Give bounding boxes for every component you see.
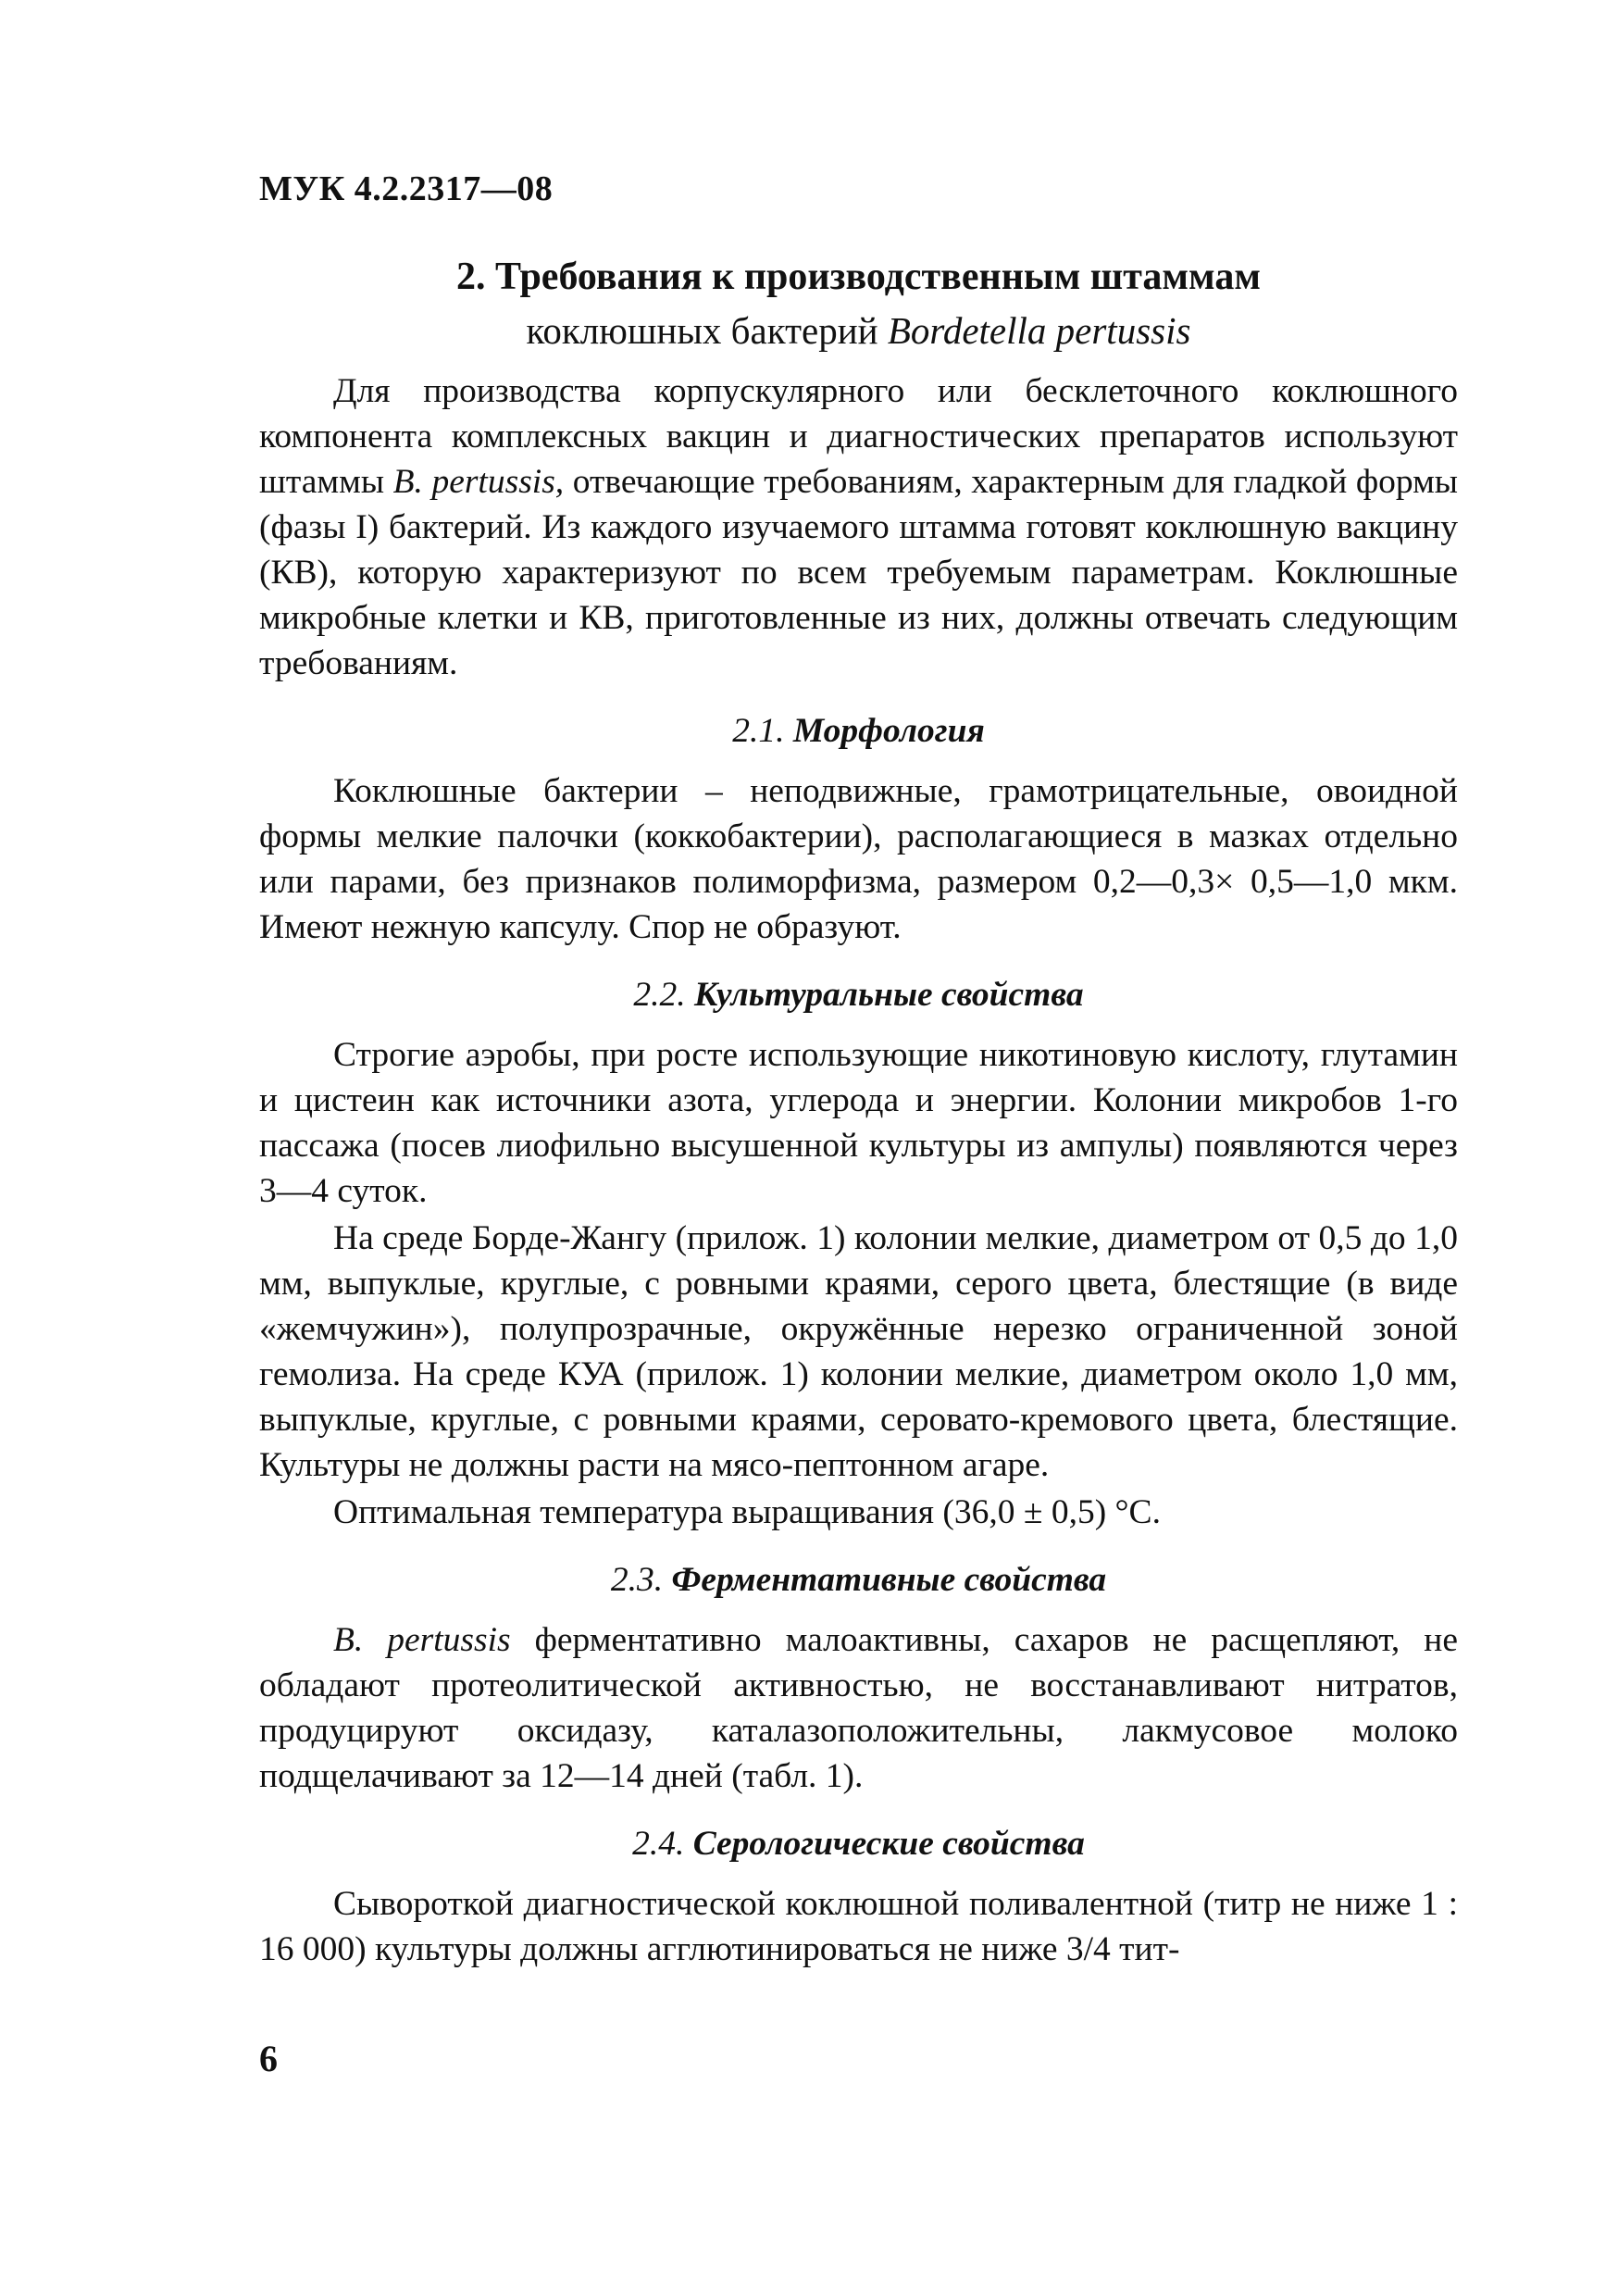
subsection-title: Культуральные свойства [694, 976, 1084, 1014]
page-number: 6 [259, 2038, 278, 2079]
page-content [259, 250, 1458, 1972]
intro-paragraph [259, 368, 1458, 686]
subsection-title: Серологические свойства [692, 1825, 1085, 1863]
subsection-number: 2.1. [732, 712, 785, 750]
section-title-line2-prefix: коклюшных бактерий [526, 309, 888, 352]
subsection-heading-cultural [259, 972, 1458, 1017]
subsection-number: 2.2. [633, 976, 686, 1014]
section-title-species: Bordetella pertussis [887, 309, 1191, 352]
document-code: МУК 4.2.2317—08 [259, 169, 554, 208]
subsection-title: Ферментативные свойства [671, 1561, 1107, 1599]
section-title-line1: 2. Требования к производственным штаммам [456, 256, 1261, 298]
subsection-heading-morphology [259, 708, 1458, 754]
cultural-paragraph-2: На среде Борде-Жангу (прилож. 1) колонии мелкие, диаметром от 0,5 до 1,0 мм, выпуклые, круглые, с ровными краями, серого цвета, блестящие (в виде «жемчужин»), полупрозрачные, окружённые нерезко ограниченной зоной гемолиза. На среде КУА (прилож. 1) колонии мелкие, диаметром около 1,0 мм, выпуклые, круглые, с ровными краями, серовато-кремового цвета, блестящие. Культуры не должны расти на мясо-пептонном агаре. [259, 1219, 1458, 1484]
subsection-number: 2.4. [632, 1825, 685, 1863]
cultural-paragraph-3: Оптимальная температура выращивания (36,0 ± 0,5) °С. [333, 1493, 1161, 1531]
serological-paragraph: Сывороткой диагностической коклюшной поливалентной (титр не ниже 1 : 16 000) культуры должны агглютинироваться не ниже 3/4 тит- [259, 1885, 1458, 1968]
enzymatic-species: B. pertussis [333, 1621, 511, 1659]
enzymatic-text: ферментативно малоактивны, сахаров не расщепляют, не обладают протеолитической активностью, не восстанавливают нитратов, продуцируют оксидазу, каталазоположительны, лакмусовое молоко подщелачивают за 12—14 дней (табл. 1). [259, 1621, 1458, 1795]
intro-part1: Для производства корпускулярного или бесклеточного коклюшного компонента комплексных вакцин и диагностических препаратов используют штаммы [259, 372, 1458, 501]
cultural-paragraph-1: Строгие аэробы, при росте использующие никотиновую кислоту, глутамин и цистеин как источники азота, углерода и энергии. Колонии микробов 1-го пассажа (посев лиофильно высушенной культуры из ампулы) появляются через 3—4 суток. [259, 1036, 1458, 1210]
subsection-title: Морфология [792, 712, 985, 750]
intro-species: B. pertussis, [392, 463, 565, 501]
enzymatic-paragraph [259, 1617, 1458, 1799]
section-title-line2 [259, 304, 1458, 357]
morphology-paragraph: Коклюшные бактерии – неподвижные, грамотрицательные, овоидной формы мелкие палочки (коккобактерии), располагающиеся в мазках отдельно или парами, без признаков полиморфизма, размером 0,2—0,3× 0,5—1,0 мкм. Имеют нежную капсулу. Спор не образуют. [259, 772, 1458, 946]
subsection-heading-enzymatic [259, 1557, 1458, 1603]
intro-part2: отвечающие требованиям, характерным для гладкой формы (фазы I) бактерий. Из каждого изучаемого штамма готовят коклюшную вакцину (КВ), которую характеризуют по всем требуемым параметрам. Коклюшные микробные клетки и КВ, приготовленные из них, должны отвечать следующим требованиям. [259, 463, 1459, 682]
subsection-number: 2.3. [610, 1561, 664, 1599]
subsection-heading-serological [259, 1821, 1458, 1866]
section-title [259, 250, 1458, 357]
